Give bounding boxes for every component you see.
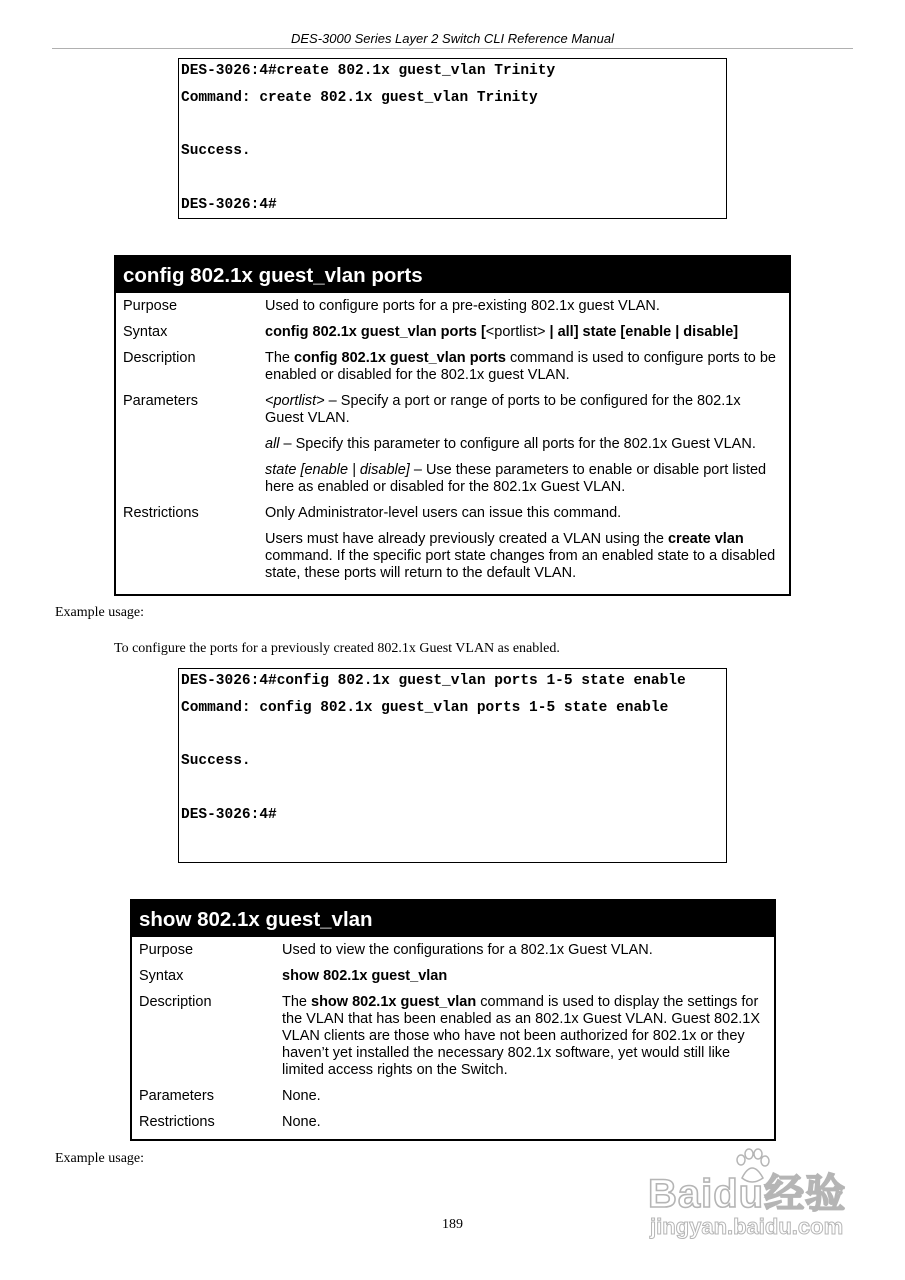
purpose-text: Used to view the configurations for a 802.1x Guest VLAN.	[282, 942, 653, 958]
manual-header-title: DES-3000 Series Layer 2 Switch CLI Reference Manual	[291, 31, 614, 46]
description-label: Description	[139, 994, 212, 1010]
code-line: Success.	[181, 143, 251, 159]
command-title: config 802.1x guest_vlan ports	[116, 257, 789, 293]
parameters-row	[116, 393, 789, 496]
code-line: DES-3026:4#	[181, 196, 277, 213]
syntax-row	[116, 324, 789, 341]
watermark-url: jingyan.baidu.com	[650, 1214, 844, 1239]
code-line: Command: create 802.1x guest_vlan Trinity	[181, 89, 538, 106]
show-guest-vlan-table	[130, 899, 776, 1141]
parameters-label: Parameters	[139, 1088, 214, 1104]
code-line: DES-3026:4#create 802.1x guest_vlan Trinity	[181, 63, 556, 79]
description-row	[132, 994, 774, 1079]
code-line: DES-3026:4#config 802.1x guest_vlan ports 1-5 state enable	[181, 673, 686, 689]
restrictions-label: Restrictions	[139, 1114, 215, 1130]
description-text: The config 802.1x guest_vlan ports command is used to configure ports to be enabled or disabled for the 802.1x guest VLAN.	[265, 350, 776, 383]
purpose-row	[132, 942, 774, 959]
syntax-label: Syntax	[139, 968, 184, 984]
restrictions-text: None.	[282, 1114, 321, 1130]
example-intro-text: To configure the ports for a previously created 802.1x Guest VLAN as enabled.	[114, 641, 560, 656]
restriction-admin: Only Administrator-level users can issue this command.	[265, 505, 622, 521]
parameters-label: Parameters	[123, 393, 198, 409]
purpose-label: Purpose	[139, 942, 194, 958]
parameter-state: state [enable | disable] – Use these parameters to enable or disable port listed here as enabled or disabled for the 802.1x Guest VLAN.	[265, 462, 767, 495]
description-text: The show 802.1x guest_vlan command is used to display the settings for the VLAN that has been enabled as an 802.1x Guest VLAN. Guest 802.1X VLAN clients are those who have not been authorized for 802.1x or they haven’t yet installed the necessary 802.1x software, yet would still like limited access rights on the Switch.	[282, 994, 761, 1078]
page-number: 189	[442, 1217, 463, 1232]
example-usage-label: Example usage:	[55, 1151, 145, 1166]
config-guest-vlan-ports-table	[114, 255, 791, 596]
header-divider	[52, 48, 853, 49]
syntax-label: Syntax	[123, 324, 168, 340]
example-usage-label: Example usage:	[55, 605, 145, 620]
command-title: show 802.1x guest_vlan	[132, 901, 774, 937]
purpose-text: Used to configure ports for a pre-existing 802.1x guest VLAN.	[265, 298, 660, 314]
purpose-row	[116, 298, 789, 315]
code-example-config-guest-vlan-ports	[178, 668, 727, 863]
code-line: Success.	[181, 753, 251, 769]
description-label: Description	[123, 350, 196, 366]
parameters-text: None.	[282, 1088, 321, 1104]
purpose-label: Purpose	[123, 298, 178, 314]
baidu-watermark	[640, 1148, 855, 1248]
syntax-text: show 802.1x guest_vlan	[282, 968, 448, 984]
code-line: Command: config 802.1x guest_vlan ports 1-5 state enable	[181, 699, 669, 716]
restrictions-row	[132, 1114, 774, 1131]
restriction-create-vlan: Users must have already previously created a VLAN using the create vlan command. If the specific port state changes from an enabled state to a disabled state, these ports will return to the default VLAN.	[265, 531, 776, 581]
restrictions-row	[116, 505, 789, 582]
syntax-text: config 802.1x guest_vlan ports [<portlist> | all] state [enable | disable]	[265, 324, 739, 340]
parameter-all: all – Specify this parameter to configure all ports for the 802.1x Guest VLAN.	[265, 436, 756, 452]
parameters-row	[132, 1088, 774, 1105]
code-line: DES-3026:4#	[181, 806, 277, 823]
description-row	[116, 350, 789, 384]
code-example-create-guest-vlan	[178, 58, 727, 219]
syntax-row	[132, 968, 774, 985]
parameter-portlist: <portlist> – Specify a port or range of ports to be configured for the 802.1x Guest VLAN.	[265, 393, 741, 426]
watermark-logo: Baidu经验	[648, 1172, 847, 1216]
restrictions-label: Restrictions	[123, 505, 199, 521]
